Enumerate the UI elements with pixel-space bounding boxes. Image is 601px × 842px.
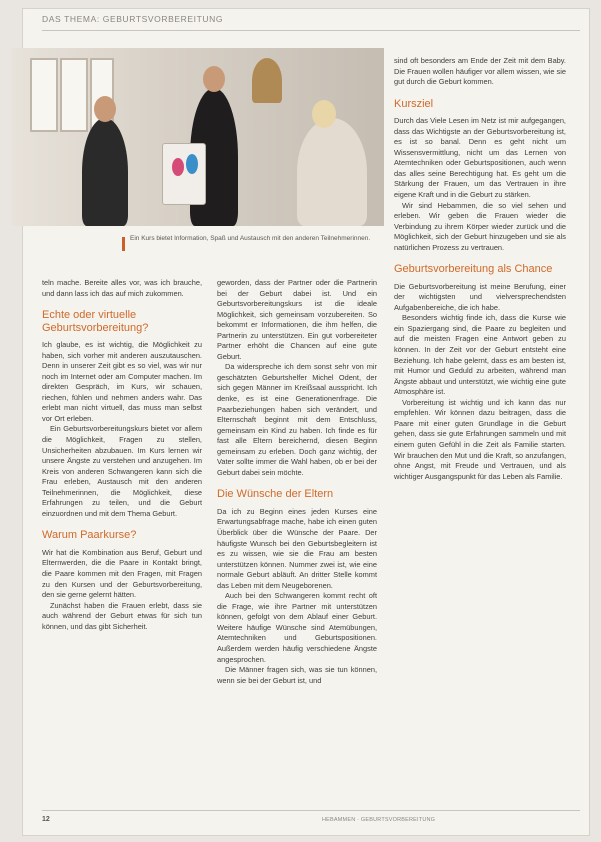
page-number: 12: [42, 816, 50, 823]
subheading: Warum Paarkurse?: [42, 529, 137, 542]
footer-text: HEBAMMEN · GEBURTSVORBEREITUNG: [322, 817, 436, 823]
pregnancy-poster: [162, 143, 206, 205]
paragraph: geworden, dass der Partner oder die Partnerin bei der Geburt dabei ist. Und ein Geburtsvorbereitungskurs ist die ideale Möglichkeit, sich gemeinsam vorzubereiten. So bekommt er Informationen, die ihm helfen, die Partnerin zu unterstützen. Ein gut vorbereiteter Partner erhöht die Chancen auf eine gute Geburt.: [217, 278, 377, 361]
caption-marker: [122, 237, 125, 251]
paragraph: Wir hat die Kombination aus Beruf, Geburt und Elternwerden, die die Paare in Kontakt bringt, die Paare kommen mit den Fragen, mit Fragen zu den Kursen und der Geburtsvorbereitung, den sie gerne gelernt hätten.: [42, 547, 202, 600]
photo-caption: Ein Kurs bietet Information, Spaß und Austausch mit den anderen Teilnehmerinnen.: [130, 235, 371, 242]
paragraph: Da ich zu Beginn eines jeden Kurses eine Erwartungsabfrage mache, habe ich einen guten Überblick über die Wünsche der Paare. Der häufigste Wunsch bei den Geburtsbegleitern ist es zu wissen, wie sie die Frau am besten unterstützen können. Nummer zwei ist, wie eine normale Geburt abläuft. An dritter Stelle kommt das Leben mit dem Neugeborenen.: [217, 506, 377, 590]
paragraph: Ein Geburtsvorbereitungskurs bietet vor allem die Möglichkeit, Fragen zu stellen, Unsicherheiten abzubauen. Im Kurs lernen wir unsere Ängste zu verstehen und anzugehen. Im Kreis von anderen Schwangeren kann sich die Frau erleben, Austausch mit den anderen Teilnehmerinnen, die Möglichkeit, diese Erfahrungen zu teilen, und die Geburt einzuordnen und mit dem Thema Geburt.: [42, 424, 202, 518]
subheading: Geburtsvorbereitung als Chance: [394, 263, 553, 276]
column-1: [42, 278, 202, 632]
subheading: Die Wünsche der Eltern: [217, 488, 334, 501]
paragraph: Vorbereitung ist wichtig und ich kann das nur empfehlen. Wir können dazu beitragen, dass die Paare mit einer guten Grundlage in die Geburt gehen, dass sie gute Erfahrungen sammeln und mit einem guten Gefühl in die Zeit als Familie starten. Wir brauchen den Mut und die Kraft, so anzufangen, ohne Angst, mit Freude und Vertrauen, und als wichtiger Ausgangspunkt für das Leben als Familie.: [394, 397, 566, 481]
paragraph: Besonders wichtig finde ich, dass die Kurse wie ein Spaziergang sind, die Paare zu begleiten und auf die meisten Fragen eine Antwort geben zu können. In der Zeit vor der Geburt entsteht eine Beziehung. Ich habe gelernt, dass es am besten ist, mit Humor und Geduld zu arbeiten, während man Ängste abbaut und unterstützt, wie wichtig eine gute Atmosphäre ist.: [394, 313, 566, 397]
article-photo: [12, 48, 384, 226]
paragraph: Ich glaube, es ist wichtig, die Möglichkeit zu haben, sich vorher mit anderen auszutauschen. Denn in unserer Zeit gibt es so viel, was wir nur noch im Internet oder am Computer machen. Im direkten Gespräch, im Kurs, wir schauen, riechen, fühlen und nehmen anders wahr. Das erlebt man nicht virtuell, das muss man selbst vor Ort erleben.: [42, 340, 202, 423]
column-3: [394, 56, 566, 482]
paragraph: Auch bei den Schwangeren kommt recht oft die Frage, wie ihre Partner mit unterstützen können, gefolgt von dem Ablauf einer Geburt. Weitere häufige Wünsche sind Atemübungen, Atemtechniken und Geburtspositionen. Außerdem werden häufig verschiedene Ängste angesprochen.: [217, 591, 377, 664]
paragraph: Da widerspreche ich dem sonst sehr von mir geschätzten Geburtshelfer Michel Odent, der sich gegen Männer im Kreißsaal ausspricht. Ich denke, es ist eine Generationenfrage. Die Paarbeziehungen haben sich verändert, und Elternschaft beginnt mit dem Entschluss, gemeinsam ein Kind zu haben. Ich finde es für fast alle Eltern bereichernd, diesen Beginn gemeinsam zu erleben. Doch ganz wichtig, der Vater sollte immer die Wahl haben, ob er bei der Geburt dabei sein möchte.: [217, 362, 377, 477]
paragraph: Durch das Viele Lesen im Netz ist mir aufgegangen, dass das Wichtigste an der Geburtsvorbereitung ist, es ist so banal. Denn es geht nicht um Wissensvermittlung, nicht um das Lernen von Atemtechniken oder Geburtspositionen, auch wenn das alles seine Berechtigung hat. Es geht um die Stärkung der Frauen, um das Vertrauen in ihre eigene Kraft und in die Geburt zu stärken.: [394, 116, 566, 199]
paragraph: Die Männer fragen sich, was sie tun können, wenn sie bei der Geburt ist, und: [217, 665, 377, 685]
plant-decoration: [252, 58, 282, 103]
subheading: Echte oder virtuelle Geburtsvorbereitung?: [42, 309, 149, 334]
column-2: [217, 278, 377, 686]
footer-divider: [42, 810, 580, 811]
paragraph: Wir sind Hebammen, die so viel sehen und erleben. Wir geben die Frauen wieder die Verbindung zu ihrem Körper wieder zurück und die Möglichkeit, sich der Geburt hinzugeben und sie als natürlichen Prozess zu vertrauen.: [394, 200, 566, 252]
paragraph: Die Geburtsvorbereitung ist meine Berufung, einer der wichtigsten und vielversprechendsten Aufgabenbereiche, die ich habe.: [394, 281, 566, 312]
header-divider: [42, 30, 580, 31]
magazine-page: [22, 8, 590, 836]
paragraph: Zunächst haben die Frauen erlebt, dass sie auch während der Geburt etwas für sich tun können, und das gibt Sicherheit.: [42, 600, 202, 631]
paragraph: sind oft besonders am Ende der Zeit mit dem Baby. Die Frauen wollen häufiger vor allem wissen, wie sie gut durch die Geburt kommen.: [394, 56, 566, 87]
subheading: Kursziel: [394, 97, 434, 110]
paragraph: teln mache. Bereite alles vor, was ich brauche, und dann lass ich das auf mich zukommen.: [42, 278, 202, 298]
section-kicker: DAS THEMA: GEBURTSVORBEREITUNG: [42, 14, 224, 24]
